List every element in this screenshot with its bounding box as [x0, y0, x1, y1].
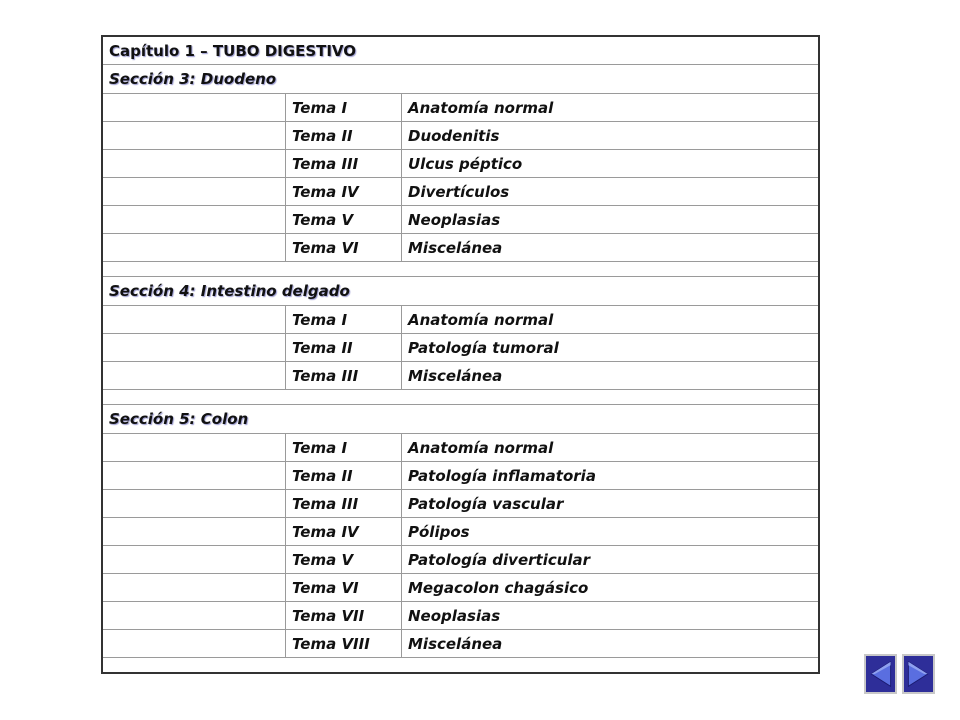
- spacer-row: [102, 658, 819, 674]
- spacer-row: [102, 262, 819, 277]
- topic-row: [102, 490, 819, 518]
- topic-number: Tema I: [286, 434, 402, 462]
- arrow-left-icon: [866, 656, 895, 692]
- topic-row: [102, 234, 819, 262]
- topic-number: Tema I: [286, 306, 402, 334]
- topic-title: Anatomía normal: [402, 306, 820, 334]
- topic-row: [102, 518, 819, 546]
- section-title: Sección 3: Duodeno: [102, 65, 819, 94]
- empty-cell: [102, 150, 286, 178]
- topic-title: Miscelánea: [402, 630, 820, 658]
- topic-title: Ulcus péptico: [402, 150, 820, 178]
- topic-title: Pólipos: [402, 518, 820, 546]
- empty-cell: [102, 122, 286, 150]
- topic-number: Tema VII: [286, 602, 402, 630]
- topic-number: Tema II: [286, 462, 402, 490]
- arrow-right-icon: [904, 656, 933, 692]
- section-row: [102, 65, 819, 94]
- empty-cell: [102, 434, 286, 462]
- section-title: Sección 5: Colon: [102, 405, 819, 434]
- topic-number: Tema III: [286, 490, 402, 518]
- topic-row: [102, 178, 819, 206]
- topic-title: Patología inflamatoria: [402, 462, 820, 490]
- empty-cell: [102, 574, 286, 602]
- topic-number: Tema VI: [286, 234, 402, 262]
- topic-title: Neoplasias: [402, 602, 820, 630]
- topic-title: Anatomía normal: [402, 94, 820, 122]
- spacer-row: [102, 390, 819, 405]
- topic-row: [102, 94, 819, 122]
- next-slide-button[interactable]: [902, 654, 935, 694]
- empty-cell: [102, 178, 286, 206]
- topic-title: Megacolon chagásico: [402, 574, 820, 602]
- empty-cell: [102, 206, 286, 234]
- empty-cell: [102, 306, 286, 334]
- topic-row: [102, 150, 819, 178]
- topic-title: Patología tumoral: [402, 334, 820, 362]
- topic-title: Patología diverticular: [402, 546, 820, 574]
- topic-row: [102, 546, 819, 574]
- chapter-row: [102, 36, 819, 65]
- spacer-cell: [102, 262, 819, 277]
- empty-cell: [102, 234, 286, 262]
- section-row: [102, 405, 819, 434]
- topic-number: Tema II: [286, 334, 402, 362]
- topic-row: [102, 434, 819, 462]
- topic-number: Tema III: [286, 150, 402, 178]
- topic-number: Tema VIII: [286, 630, 402, 658]
- topic-title: Miscelánea: [402, 362, 820, 390]
- empty-cell: [102, 334, 286, 362]
- topic-number: Tema V: [286, 206, 402, 234]
- empty-cell: [102, 630, 286, 658]
- topic-number: Tema I: [286, 94, 402, 122]
- empty-cell: [102, 362, 286, 390]
- topic-row: [102, 122, 819, 150]
- topic-row: [102, 602, 819, 630]
- table-of-contents: [101, 35, 820, 674]
- spacer-cell: [102, 390, 819, 405]
- topic-row: [102, 462, 819, 490]
- section-title: Sección 4: Intestino delgado: [102, 277, 819, 306]
- topic-row: [102, 306, 819, 334]
- chapter-title: Capítulo 1 – TUBO DIGESTIVO: [102, 36, 819, 65]
- section-row: [102, 277, 819, 306]
- empty-cell: [102, 518, 286, 546]
- spacer-cell: [102, 658, 819, 674]
- topic-number: Tema II: [286, 122, 402, 150]
- topic-row: [102, 630, 819, 658]
- topic-number: Tema IV: [286, 518, 402, 546]
- previous-slide-button[interactable]: [864, 654, 897, 694]
- topic-row: [102, 574, 819, 602]
- topic-title: Patología vascular: [402, 490, 820, 518]
- empty-cell: [102, 490, 286, 518]
- topic-number: Tema V: [286, 546, 402, 574]
- empty-cell: [102, 602, 286, 630]
- topic-title: Miscelánea: [402, 234, 820, 262]
- topic-title: Divertículos: [402, 178, 820, 206]
- topic-title: Anatomía normal: [402, 434, 820, 462]
- empty-cell: [102, 546, 286, 574]
- topic-number: Tema IV: [286, 178, 402, 206]
- topic-row: [102, 362, 819, 390]
- empty-cell: [102, 462, 286, 490]
- topic-row: [102, 334, 819, 362]
- topic-number: Tema VI: [286, 574, 402, 602]
- topic-row: [102, 206, 819, 234]
- topic-title: Duodenitis: [402, 122, 820, 150]
- topic-number: Tema III: [286, 362, 402, 390]
- topic-title: Neoplasias: [402, 206, 820, 234]
- empty-cell: [102, 94, 286, 122]
